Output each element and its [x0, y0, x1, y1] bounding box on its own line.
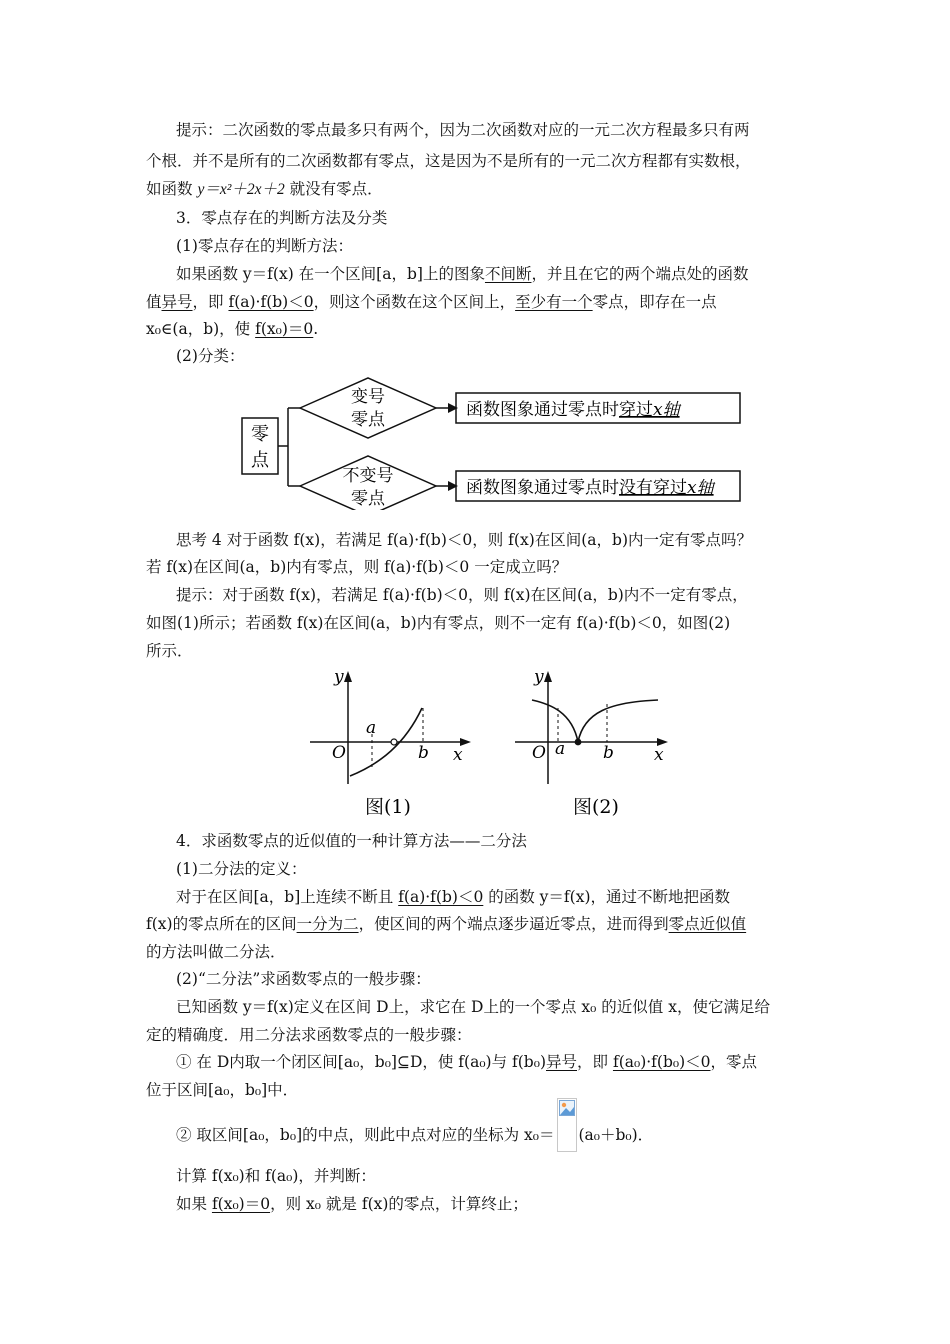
fill-blank: 一分为二	[296, 915, 359, 933]
figure-1	[310, 666, 480, 826]
diamond-1-label-1: 变号	[351, 387, 385, 407]
section-3-sub1: (1)零点存在的判断方法：	[176, 237, 353, 255]
zero-point	[391, 739, 397, 745]
section-4-sub1: (1)二分法的定义：	[176, 860, 307, 878]
figure-1-caption: 图(1)	[365, 796, 411, 818]
section-3-sub2: (2)分类：	[176, 347, 245, 365]
step-2: ② 取区间[a₀，b₀]的中点，则此中点对应的坐标为 x₀＝ (a₀＋b₀)．	[176, 1120, 653, 1152]
diamond-1-label-2: 零点	[351, 410, 385, 430]
section-4-title: 4．求函数零点的近似值的一种计算方法——二分法	[176, 832, 527, 850]
fill-blank: 零点近似值	[668, 915, 747, 933]
math-expression: y＝x²＋2x＋2	[197, 181, 285, 198]
curve-left	[532, 700, 578, 742]
section-3-title: 3．零点存在的判断方法及分类	[176, 209, 388, 227]
fill-blank: f(a₀)·f(b₀)＜0	[612, 1053, 711, 1071]
fill-blank: f(a)·f(b)＜0	[398, 888, 484, 906]
section-3-p3: x₀∈(a，b)，使 f(x₀)＝0.	[146, 320, 319, 338]
calc-line: 计算 f(x₀)和 f(a₀)，并判断：	[176, 1167, 376, 1185]
x-label: x	[453, 745, 463, 765]
fill-blank: 至少有一个	[515, 293, 593, 311]
box-1-text: 函数图象通过零点时穿过x轴	[466, 400, 680, 420]
box-2-text: 函数图象通过零点时没有穿过x轴	[466, 478, 714, 498]
fill-blank: 不间断	[484, 265, 532, 283]
step-1-cont: 位于区间[a₀，b₀]中．	[146, 1081, 299, 1099]
think4-line-2: 若 f(x)在区间(a，b)内有零点，则 f(a)·f(b)＜0 一定成立吗？	[146, 558, 568, 576]
section-3-p2: 值异号，即 f(a)·f(b)＜0，则这个函数在这个区间上，至少有一个零点，即存在一点	[146, 293, 717, 311]
origin-label: O	[532, 743, 546, 763]
b-label: b	[603, 743, 614, 763]
section-4-sub2: (2)“二分法”求函数零点的一般步骤：	[176, 970, 431, 988]
curve-right	[578, 700, 658, 742]
y-label: y	[334, 667, 344, 687]
think4-hint-3: 所示．	[146, 642, 193, 660]
fill-blank: 异号	[546, 1053, 578, 1071]
think4-hint-1: 提示：对于函数 f(x)，若满足 f(a)·f(b)＜0，则 f(x)在区间(a，b)内不一定有零点，	[176, 586, 748, 604]
step-1: ① 在 D内取一个闭区间[a₀，b₀]⊆D，使 f(a₀)与 f(b₀)异号，即 f(a₀)·f(b₀)＜0，零点	[176, 1053, 758, 1071]
fill-blank: 异号	[161, 293, 193, 311]
zero-point	[575, 739, 582, 746]
hint-line-3: 如函数 y＝x²＋2x＋2 就没有零点．	[146, 180, 383, 198]
branch-connector	[278, 408, 300, 486]
origin-label: O	[332, 743, 346, 763]
root-label-1: 零	[251, 424, 269, 445]
diamond-2-label-1: 不变号	[342, 466, 394, 486]
b-label: b	[418, 743, 429, 763]
section-4-def-1: 对于在区间[a，b]上连续不断且 f(a)·f(b)＜0 的函数 y＝f(x)，通过不断地把函数	[176, 888, 730, 906]
section-4-s1: 已知函数 y＝f(x)定义在区间 D上，求它在 D上的一个零点 x₀ 的近似值 x，使它满足给	[176, 998, 770, 1016]
zero-classification-diagram	[230, 370, 760, 510]
a-label: a	[555, 739, 566, 759]
fill-blank: f(a)·f(b)＜0	[228, 293, 314, 311]
figure-2-caption: 图(2)	[573, 796, 619, 818]
section-4-def-3: 的方法叫做二分法．	[146, 943, 286, 961]
if-line: 如果 f(x₀)＝0，则 x₀ 就是 f(x)的零点，计算终止；	[176, 1195, 528, 1213]
broken-image-icon	[557, 1098, 577, 1152]
fill-blank: f(x₀)＝0	[255, 320, 314, 338]
section-4-s2: 定的精确度．用二分法求函数零点的一般步骤：	[146, 1026, 472, 1044]
x-label: x	[654, 745, 664, 765]
section-4-def-2: f(x)的零点所在的区间一分为二，使区间的两个端点逐步逼近零点，进而得到零点近似值	[146, 915, 747, 933]
root-label-2: 点	[251, 450, 269, 471]
diamond-2-label-2: 零点	[351, 489, 385, 509]
a-label: a	[366, 718, 377, 738]
y-label: y	[534, 667, 544, 687]
hint-line-1: 提示：二次函数的零点最多只有两个，因为二次函数对应的一元二次方程最多只有两	[176, 121, 750, 139]
fill-blank: f(x₀)＝0	[211, 1195, 271, 1213]
figure-2	[510, 666, 680, 826]
think4-hint-2: 如图(1)所示；若函数 f(x)在区间(a，b)内有零点，则不一定有 f(a)·f(b)＜0，如图(2)	[146, 614, 731, 632]
hint-line-2: 个根．并不是所有的二次函数都有零点，这是因为不是所有的一元二次方程都有实数根，	[146, 152, 751, 170]
section-3-p1: 如果函数 y＝f(x) 在一个区间[a，b]上的图象不间断，并且在它的两个端点处的函数	[176, 265, 749, 283]
think4-line-1: 思考 4 对于函数 f(x)，若满足 f(a)·f(b)＜0，则 f(x)在区间(a，b)内一定有零点吗？	[176, 531, 753, 549]
